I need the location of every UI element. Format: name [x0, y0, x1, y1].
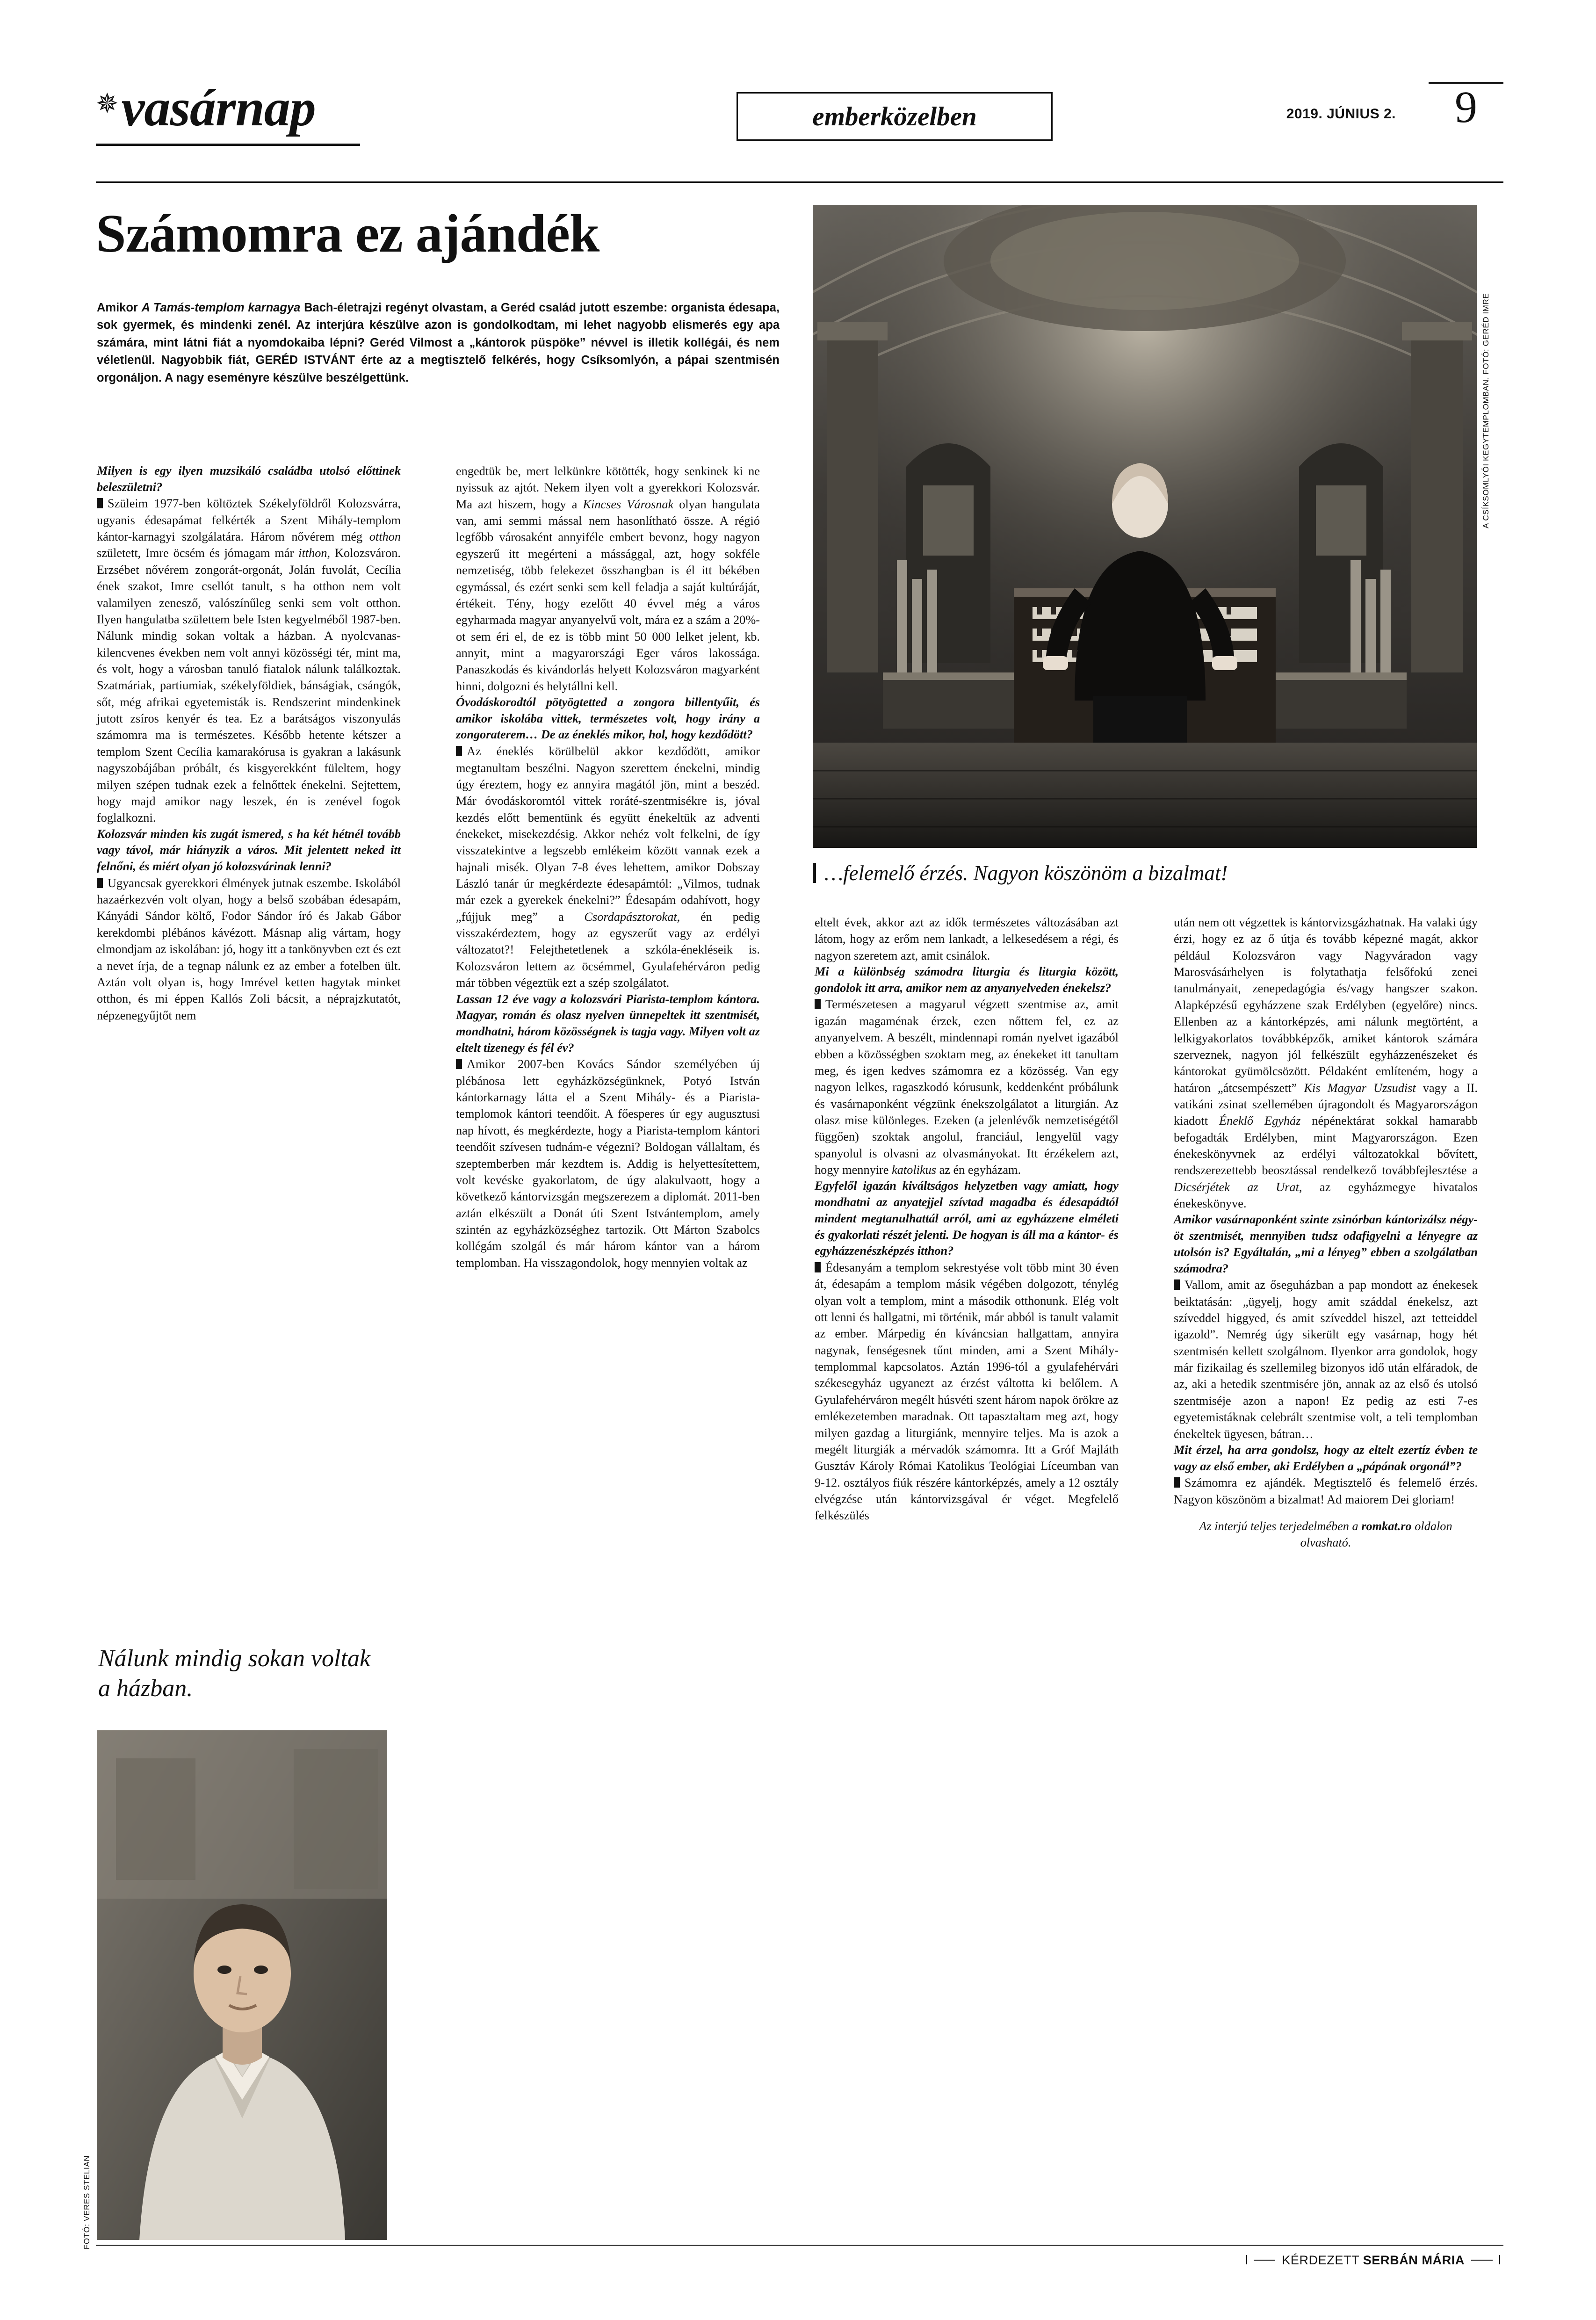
- portrait-photo: [97, 1730, 387, 2240]
- interview-question: Kolozsvár minden kis zugát ismered, s ha két hétnél tovább vagy távol, már hiányzik a város. Mit jelentett neked itt felnőni, és miért olyan jó kolozsvárinak lenni?: [97, 827, 401, 873]
- section-label: emberközelben: [812, 101, 977, 131]
- answer-marker-icon: [456, 1059, 462, 1069]
- byline: [1246, 2253, 1500, 2268]
- answer-marker-icon: [97, 878, 103, 888]
- interview-question: Milyen is egy ilyen muzsikáló családba utolsó előttinek beleszületni?: [97, 464, 401, 494]
- answer-marker-icon: [815, 999, 821, 1009]
- photo-caption-text: …felemelő érzés. Nagyon köszönöm a bizalmat!: [824, 861, 1228, 885]
- interview-question: Lassan 12 éve vagy a kolozsvári Piarista-templom kántora. Magyar, román és olasz nyelven ünnepeltek itt szentmisét, mondhatni, három közösségnek is tagja vagy. Milyen volt az eltelt tizenegy és fél év?: [456, 992, 760, 1055]
- photo-caption: [813, 860, 1477, 886]
- interview-question: Mit érzel, ha arra gondolsz, hogy az eltelt ezertíz évben te vagy az első ember, aki Erdélyben a „pápának orgonál”?: [1174, 1443, 1478, 1473]
- starburst-icon: ✵: [96, 88, 119, 119]
- text-column-1: [97, 463, 401, 1632]
- interview-answer: Vallom, amit az őseguházban a pap mondott az énekesek beiktatásán: „ügyelj, hogy amit száddal énekelsz, azt szíveddel higgyed, és amit szíveddel hiszel, azt tetteiddel igazold”. Nemrég úgy sikerült egy vasárnap, hogy hét szentmisén kellett szolgálnom. Ilyenkor arra gondolok, hogy már fizikailag és szellemileg bizonyos idő után elfáradok, de az, aki a hetedik szentmisére jön, annak az az első és utolsó szentmiséje azon a napon! Ez pedig az esti 7-es egyetemistáknak celebrált szentmise volt, a teli templomban énekeltek ügyesen, bátran…: [1174, 1278, 1478, 1441]
- interview-answer: Amikor 2007-ben Kovács Sándor személyében új plébánosa lett egyházközségünknek, Potyó István kántorkarnagy látta el a Szent Mihály- és a Piarista-templomok kántori teendőit. A főesperes úr egy augusztusi nap hívott, és megkérdezte, hogy a Piarista-templom kántori teendőit szívesen tudnám-e végezni? Boldogan vállaltam, és szeptemberben már kezdtem is. Addig is helyettesítettem, volt kevéske gyakorlatom, de úgy alakulvaott, hogy a következő kántorvizsgán megszerezem a diplomát. 2011-ben aztán elkészült a Donát úti Szent Istvántemplom, amely szintén az egyházközséghez tartozik. Ott Márton Szabolcs kollégám szolgál és már három kántor van a három templomban. Ha visszagondolok, hogy mennyien voltak az: [456, 1057, 760, 1270]
- logo-underline: [96, 144, 360, 146]
- interview-question: Amikor vasárnaponként szinte zsinórban kántorizálsz négy-öt szentmisét, mennyiben tudsz odafigyelni a lényegre az utolsón is? Egyáltalán, „mi a lényeg” ebben a szolgálatban számodra?: [1174, 1213, 1478, 1275]
- answer-marker-icon: [1174, 1477, 1180, 1488]
- byline-rule-left: [1254, 2260, 1275, 2261]
- interview-answer: Ugyancsak gyerekkori élmények jutnak eszembe. Iskolából hazaérkezvén volt olyan, hogy a belső szobában édesapám, Kányádi Sándor költő, Fodor Sándor író és Jakab Gábor kerekdombi plébános kávézott. Másnap alig vártam, hogy elmondjam az iskolában: jó, hogy itt a tankönyvben ezt és ezt a nevet írja, de a tegnap nálunk ez az ember a fotelben ült. Aztán volt olyan is, hogy Imrével ketten hagytak minket otthon, és mi éppen Kallós Zoli bácsit, a néprajzkutatót, népzenegyűjtőt nem: [97, 876, 401, 1022]
- byline-name: SERBÁN MÁRIA: [1363, 2253, 1465, 2267]
- answer-marker-icon: [815, 1262, 821, 1272]
- text-column-3: [815, 914, 1119, 2238]
- portrait-credit: FOTÓ: VERES STELIAN: [82, 2155, 91, 2249]
- interview-answer-continued: után nem ott végzettek is kántorvizsgázhatnak. Ha valaki úgy érzi, hogy ez az ő útja és tovább képezné magát, akkor például Kolozsváron vagy Nagyváradon vagy Marosvásárhelyen is folytathatja felsőfokú zenei tanulmányait, zenepedagógia és/vagy hangszer szakon. Alapképzésű egyházzene szak Erdélyben (egyelőre) nincs. Ellenben az a kántorképzés, ami nálunk megtörtént, a lelkigyakorlatos továbbképzők, amiket kántorok számára szerveznek, nagyon jól felkészült egyházzenészeket és kántorokat gyümölcsözött. Példaként említeném, hogy a határon „átcsempészett” Kis Magyar Uzsudist vagy a II. vatikáni zsinat szellemében újragondolt és Magyarországon kiadott Éneklő Egyház népénektárat sokkal hamarabb befogadták Erdélyben, mint Magyarországon. Ezen énekeskönyvnek az erdélyi változatokkal bővített, rendszerezettebb beosztással rendelkező továbbfejlesztése a Dicsérjétek az Urat, az egyházmegye hivatalos énekeskönyve.: [1174, 916, 1478, 1211]
- answer-marker-icon: [97, 498, 103, 508]
- byline-label: KÉRDEZETT: [1282, 2253, 1359, 2267]
- article-lead: Amikor A Tamás-templom karnagya Bach-életrajzi regényt olvastam, a Geréd család jutott eszembe: organista édesapa, sok gyermek, és mindenki zenél. Az interjúra készülve azon is gondolkodtam, mi lehet nagyobb elismerés egy apa számára, mint látni fiát a nyomdokaiba lépni? Geréd Vilmost a „kántorok püspöke” névvel is illetik kollégái, és nem véletlenül. Nagyobbik fiát, GERÉD ISTVÁNT érte az a megtisztelő felkérés, hogy Csíksomlyón, a pápai szentmisén orgonáljon. A nagy eseményre készülve beszélgettünk.: [97, 301, 780, 384]
- byline-tick-right: [1499, 2255, 1500, 2264]
- interview-question: Egyfelől igazán kiváltságos helyzetben vagy amiatt, hogy mondhatni az anyatejjel szívtad magadba és édesapádtól mindent megtanulhattál arról, ami az egyházzene elméleti és gyakorlati részét jelenti. De hogyan is áll ma a kántor- és egyházzenészképzés itthon?: [815, 1179, 1119, 1258]
- byline-tick-left: [1246, 2255, 1247, 2264]
- issue-date: 2019. JÚNIUS 2.: [1286, 106, 1396, 122]
- photo-credit: A CSÍKSOMLYÓI KEGYTEMPLOMBAN. FOTÓ: GERÉD IMRE: [1481, 293, 1490, 528]
- masthead: [96, 79, 1503, 164]
- interview-answer-continued: engedtük be, mert lelkünkre kötötték, hogy senkinek ki ne nyissuk az ajtót. Nekem ilyen volt a gyerekkori Kolozsvár. Ma azt hiszem, hogy a Kincses Városnak olyan hangulata van, ami semmi mással nem hasonlítható össze. A régió legfőbb városaként annyiféle embert bevonz, hogy nagyon egyszerű itt megérteni a mássággal, azt, hogy sokféle nemzetiség, több felekezet összhangban is él itt békében egymással, és ezért senki sem kell feladja a saját kultúráját, értékeit. Tény, hogy ezelőtt 40 évvel még a város egyharmada magyar anyanyelvű volt, mára ez a szám a 20%-ot sem éri el, de ez is több mint 50 000 lelket jelent, kb. annyit, mint a magyarországi Eger város lakossága. Panaszkodás és kivándorlás helyett Kolozsváron magyarként hinni, dolgozni és helytállni kell.: [456, 464, 760, 693]
- interview-answer: Szüleim 1977-ben költöztek Székelyföldről Kolozsvárra, ugyanis édesapámat felkérték a Szent Mihály-templom kántor-karnagyi szolgálatára. Három nővérem még otthon született, Imre öcsém és jómagam már itthon, Kolozsváron. Erzsébet nővérem zongorát-orgonát, Jolán fuvolát, Cecília ének szakot, Imre csellót tanult, s ha otthon nem volt valamilyen zenesző, valószínűleg senki sem volt otthon. Ilyen hangulatba születtem bele Isten kegyelméből 1987-ben. Nálunk mindig sokan voltak a házban. A nyolcvanas-kilencvenes években nem volt annyi közösségi tér, mint ma, és volt, hogy a városban tanuló fiatalok nálunk találkoztak. Szatmáriak, partiumiak, székelyföldiek, bánságiak, csángók, sőt, még afrikai egyetemisták is. Rendszerint mindenkinek jutott zsíros kenyér és tea. Ez a barátságos viszonyulás számomra ma is természetes. Később hetente kétszer a templom Szent Cecília kamarakórusa is gyakran a lakásunk nagyszobájában próbált, és kisgyerekként füleltem, hogy milyen szépen tudnak ezek a felnőttek énekelni. Sejtettem, hogy majd amikor nagy leszek, én is zenével fogok foglalkozni.: [97, 497, 401, 825]
- publication-name: vasárnap: [121, 79, 316, 137]
- page-title: Számomra ez ajándék: [96, 204, 599, 264]
- organ-church-photo: [813, 205, 1477, 848]
- publication-logo: [96, 79, 316, 137]
- interview-answer-continued: eltelt évek, akkor azt az idők természetes változásában azt látom, hogy az erőm nem lankadt, a lelkesedésem a régi, és nagyon szeretem azt, amit csinálok.: [815, 916, 1119, 962]
- section-badge: [737, 92, 1053, 141]
- answer-marker-icon: [1174, 1279, 1180, 1290]
- page-number-value: 9: [1455, 82, 1477, 132]
- closing-note: Az interjú teljes terjedelmében a romkat.ro oldalon olvasható.: [1199, 1519, 1452, 1550]
- text-column-2: [456, 463, 760, 2235]
- caption-rule-icon: [813, 863, 816, 883]
- masthead-divider: [96, 181, 1503, 183]
- byline-rule-right: [1471, 2260, 1493, 2261]
- pull-quote: Nálunk mindig sokan voltak a házban.: [98, 1645, 371, 1702]
- main-photo: [813, 205, 1477, 848]
- interview-answer: Természetesen a magyarul végzett szentmise az, amit igazán magaménak érzek, ezen nőttem fel, ez az anyanyelvem. A beszélt, mindennapi román nyelvet igazából ebben a közösségben szoktam meg, az énekeket itt tanultam meg, és igen kedves számomra ez a közösség. Van egy nagyon lelkes, ragaszkodó kórusunk, keddenként próbálunk és vasárnaponként végzünk énekszolgálatot a liturgián. Az olasz mise különleges. Ezeken (a jelenlévők nemzetiségétől függően) szoktak angolul, franciául, lengyelül vagy spanyolul is olvasni az olvasmányokat. Itt érzékelem azt, hogy mennyire katolikus az én egyházam.: [815, 997, 1119, 1177]
- answer-marker-icon: [456, 746, 462, 756]
- interview-question: Óvodáskorodtól pötyögtetted a zongora billentyűit, és amikor iskolába vittek, természetes volt, hogy irány a zongoraterem… De az éneklés mikor, hol, hogy kezdődött?: [456, 695, 760, 742]
- portrait-image: [97, 1730, 387, 2240]
- interview-answer: Az éneklés körülbelül akkor kezdődött, amikor megtanultam beszélni. Nagyon szerettem énekelni, mindig úgy éreztem, hogy ez annyira magától jön, mint a beszéd. Már óvodáskoromtól vittek roráté-szentmisékre is, jóval kezdés előtt bementünk és együtt énekeltük az adventi énekeket, misekezdésig. Akkor nehéz volt felkelni, de így visszatekintve a legszebb emlékeim között vannak ezek a hajnali misék. Olyan 7-8 éves lehettem, amikor Dobszay László tanár úr megkérdezte édesapámtól: „Vilmos, tudnak már ezek a gyerekek énekelni?” Édesapám odahívott, hogy „fújjuk meg” a Csordapásztorokat, én pedig visszakérdeztem, hogy az egyszerűt vagy az erdélyi változatot?! Felejthetetlenek a szkóla-énekléseik is. Kolozsváron lettem az öcsémmel, Gyulafehérváron pedig már többen végeztük ezt a szép szolgálatot.: [456, 744, 760, 990]
- footer-divider: [96, 2245, 1503, 2246]
- text-column-4: [1174, 914, 1478, 2238]
- interview-answer: Édesanyám a templom sekrestyése volt több mint 30 éven át, édesapám a templom másik végében dolgozott, ténylég olyan volt a templom, mint a második otthonunk. Elég volt ott lenni és hallgatni, mi történik, már abból is tanult valamit az ember. Márpedig én kíváncsian hallgattam, annyira nagynak, fenségesnek tűnt minden, ami a Szent Mihály-templommal kapcsolatos. Aztán 1996-tól a gyulafehérvári székesegyház ugyanezt az érzést váltotta ki belőlem. A Gyulafehérváron megélt húsvéti szent három napok örökre az emlékezetemben maradnak. Ott tapasztaltam meg azt, hogy milyen gazdag a liturgiánk, mennyire teljes. Ma is azok a megélt liturgiák a mérvadók számomra. Itt a Gróf Majláth Gusztáv Károly Római Katolikus Teológiai Líceumban van 9-12. osztályos fiúk részére kántorképzés, amely a 12 osztály elvégzése után kántorvizsgával ér véget. Megfelelő felkészülés: [815, 1260, 1119, 1523]
- interview-answer: Számomra ez ajándék. Megtisztelő és felemelő érzés. Nagyon köszönöm a bizalmat! Ad maiorem Dei gloriam!: [1174, 1476, 1478, 1506]
- page-number: [1429, 82, 1503, 144]
- interview-question: Mi a különbség számodra liturgia és liturgia között, gondolok itt arra, amikor nem az anyanyelveden énekelsz?: [815, 965, 1119, 995]
